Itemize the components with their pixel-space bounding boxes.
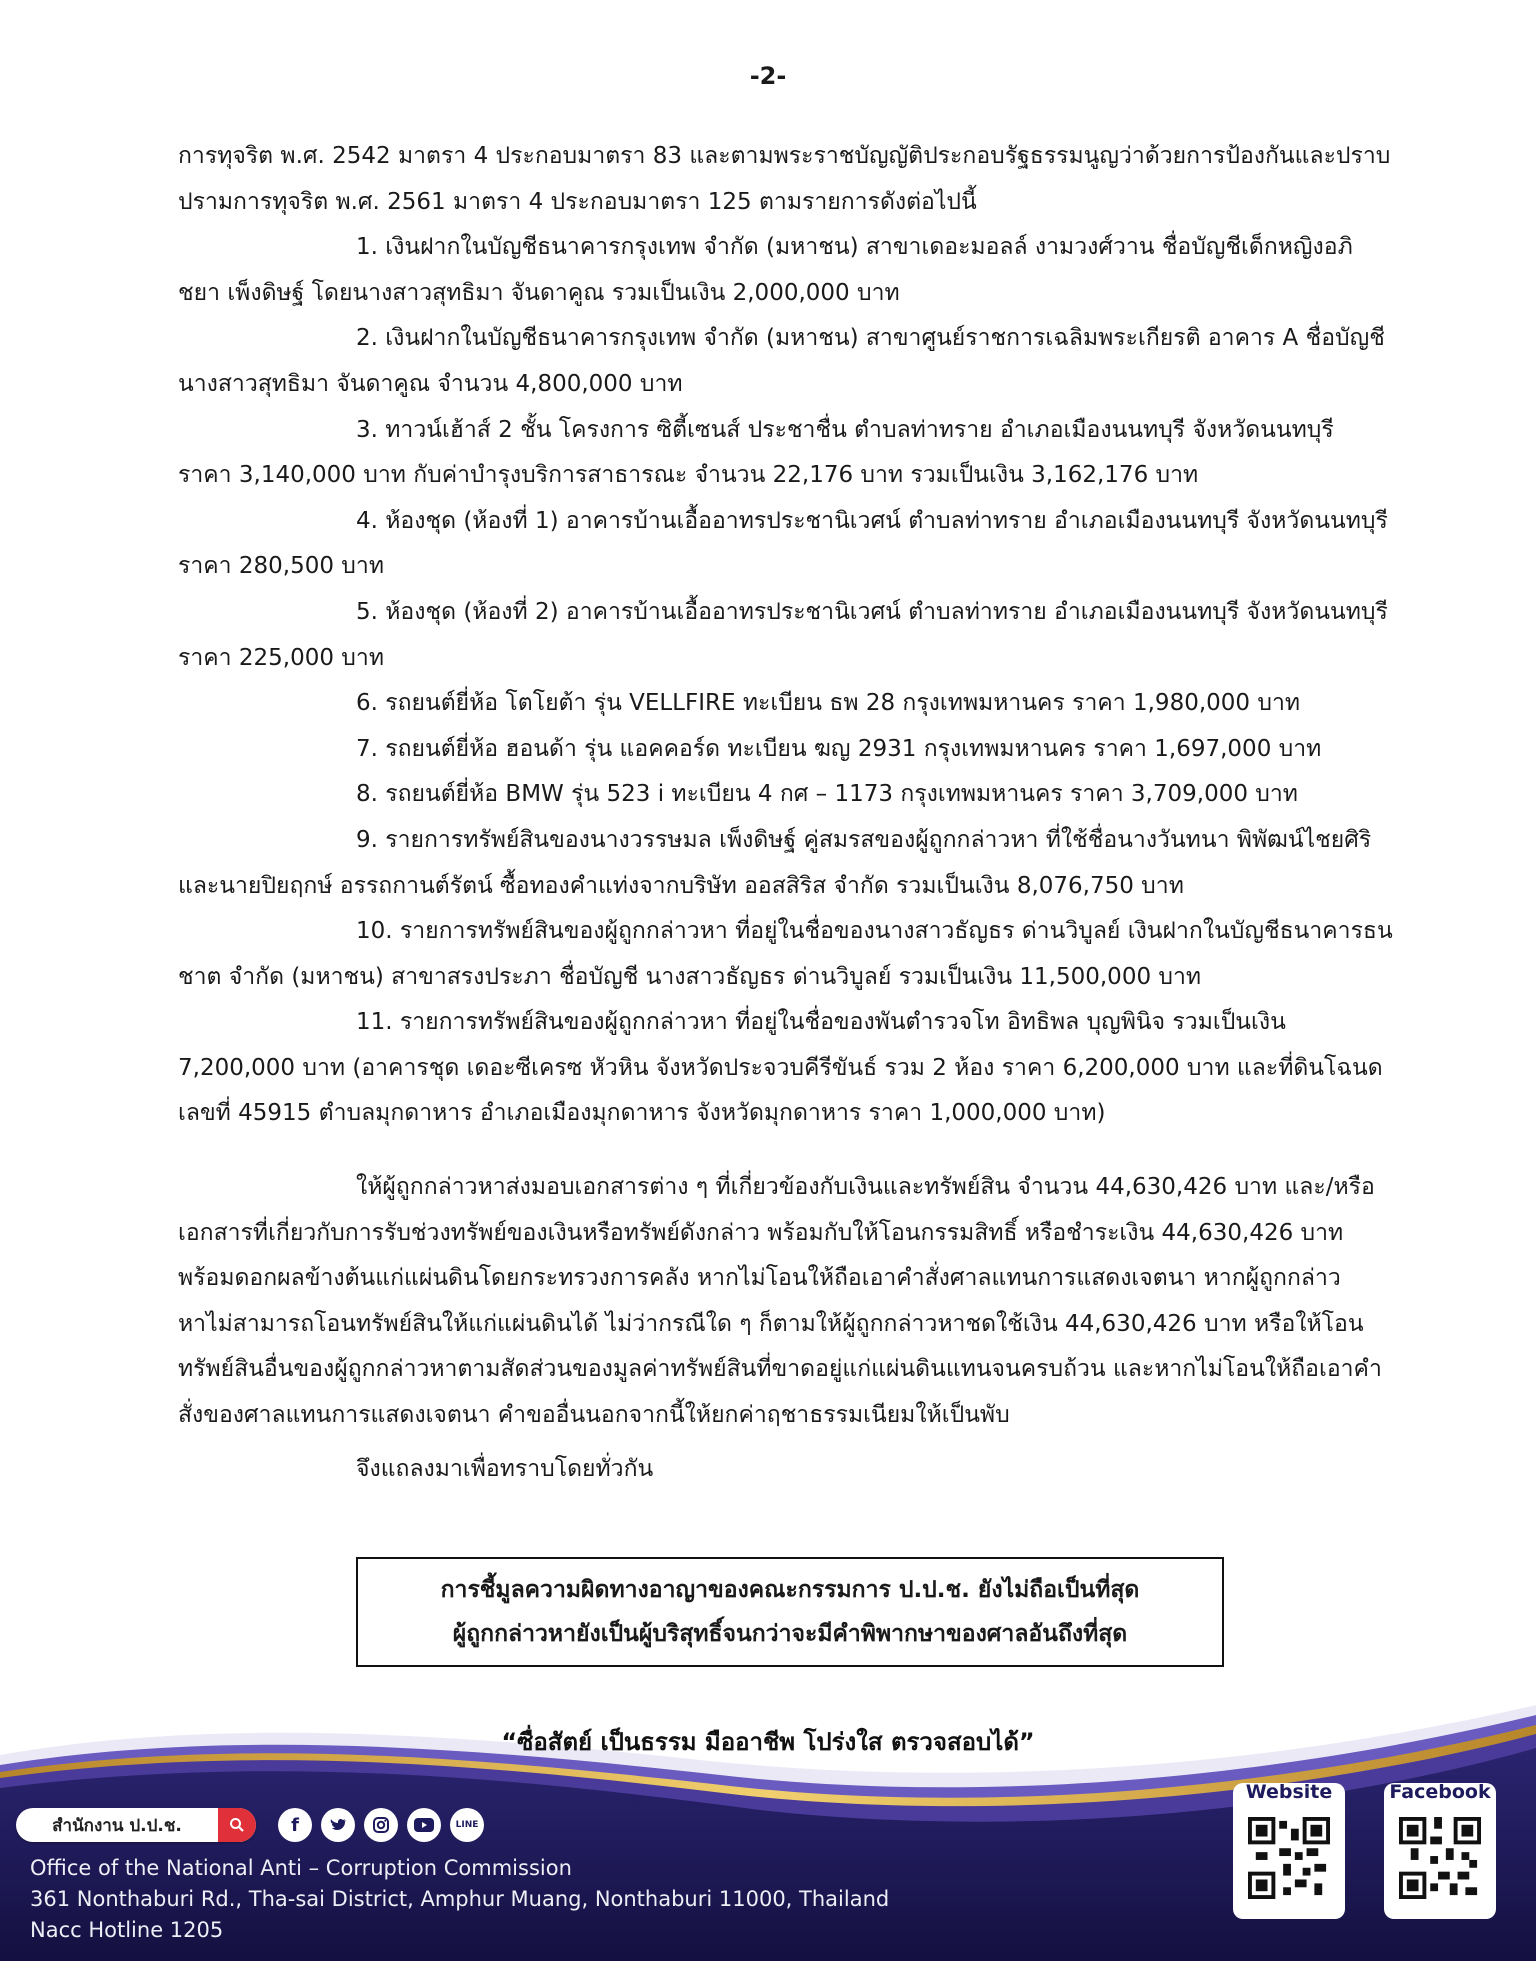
order-paragraph: ให้ผู้ถูกกล่าวหาส่งมอบเอกสารต่าง ๆ ที่เกี่ยวข้องกับเงินและทรัพย์สิน จำนวน 44,630,426 บาท และ/หรือเอกสารที่เกี่ยวกับการรับช่วงทรัพย์ของเงินหรือทรัพย์ดังกล่าว พร้อมกับให้โอนกรรมสิทธิ์ หรือชำระเงิน 44,630,426 บาท พร้อมดอกผลข้างต้นแก่แผ่นดินโดยกระทรวงการคลัง หากไม่โอนให้ถือเอาคำสั่งศาลแทนการแสดงเจตนา หากผู้ถูกกล่าวหาไม่สามารถโอนทรัพย์สินให้แก่แผ่นดินได้ ไม่ว่ากรณีใด ๆ ก็ตามให้ผู้ถูกกล่าวหาชดใช้เงิน 44,630,426 บาท หรือให้โอนทรัพย์สินอื่นของผู้ถูกกล่าวหาตามสัดส่วนของมูลค่าทรัพย์สินที่ขาดอยู่แก่แผ่นดินแทนจนครบถ้วน และหากไม่โอนให้ถือเอาคำสั่งของศาลแทนการแสดงเจตนา คำขออื่นนอกจากนี้ให้ยกค่าฤชาธรรมเนียมให้เป็นพับ: [178, 1174, 1382, 1429]
website-label: Website: [1245, 1781, 1333, 1803]
asset-item-11: 11. รายการทรัพย์สินของผู้ถูกกล่าวหา ที่อยู่ในชื่อของพันตำรวจโท อิทธิพล บุญพินิจ รวมเป็นเงิน 7,200,000 บาท (อาคารชุด เดอะซีเครซ หัวหิน จังหวัดประจวบคีรีขันธ์ รวม 2 ห้อง ราคา 6,200,000 บาท และที่ดินโฉนดเลขที่ 45915 ตำบลมุกดาหาร อำเภอเมืองมุกดาหาร จังหวัดมุกดาหาร ราคา 1,000,000 บาท): [178, 1009, 1383, 1127]
document-body: [178, 134, 1393, 1492]
asset-item-3: 3. ทาวน์เฮ้าส์ 2 ชั้น โครงการ ซิตี้เซนส์ ประชาชื่น ตำบลท่าทราย อำเภอเมืองนนทบุรี จังหวัดนนทบุรี ราคา 3,140,000 บาท กับค่าบำรุงบริการสาธารณะ จำนวน 22,176 บาท รวมเป็นเงิน 3,162,176 บาท: [178, 416, 1334, 489]
social-icons: [278, 1808, 484, 1842]
asset-item-4: 4. ห้องชุด (ห้องที่ 1) อาคารบ้านเอื้ออาทรประชานิเวศน์ ตำบลท่าทราย อำเภอเมืองนนทบุรี จังหวัดนนทบุรี ราคา 280,500 บาท: [178, 507, 1388, 580]
youtube-icon[interactable]: [407, 1808, 441, 1842]
org-address: 361 Nonthaburi Rd., Tha-sai District, Amphur Muang, Nonthaburi 11000, Thailand: [30, 1887, 890, 1911]
facebook-icon[interactable]: f: [278, 1808, 312, 1842]
org-name: Office of the National Anti – Corruption Commission: [30, 1856, 572, 1880]
instagram-icon[interactable]: [364, 1808, 398, 1842]
line-icon[interactable]: LINE: [450, 1808, 484, 1842]
search-icon[interactable]: [218, 1808, 256, 1842]
twitter-icon[interactable]: [321, 1808, 355, 1842]
asset-item-1: 1. เงินฝากในบัญชีธนาคารกรุงเทพ จำกัด (มหาชน) สาขาเดอะมอลล์ งามวงศ์วาน ชื่อบัญชีเด็กหญิงอภิชยา เพ็งดิษฐ์ โดยนางสาวสุทธิมา จันดาคูณ รวมเป็นเงิน 2,000,000 บาท: [178, 234, 1353, 306]
disclaimer-box: [356, 1557, 1224, 1667]
facebook-qr-code-icon: [1399, 1817, 1481, 1899]
search-label: สำนักงาน ป.ป.ช.: [52, 1815, 182, 1836]
disclaimer-line-2: ผู้ถูกกล่าวหายังเป็นผู้บริสุทธิ์จนกว่าจะมีคำพิพากษาของศาลอันถึงที่สุด: [452, 1621, 1128, 1647]
page-number: -2-: [749, 62, 787, 90]
motto: “ซื่อสัตย์ เป็นธรรม มืออาชีพ โปร่งใส ตรวจสอบได้”: [501, 1728, 1035, 1756]
asset-item-9: 9. รายการทรัพย์สินของนางวรรษมล เพ็งดิษฐ์ คู่สมรสของผู้ถูกกล่าวหา ที่ใช้ชื่อนางวันทนา พิพัฒน์ไชยศิริ และนายปิยฤกษ์ อรรถกานต์รัตน์ ซื้อทองคำแท่งจากบริษัท ออสสิริส จำกัด รวมเป็นเงิน 8,076,750 บาท: [178, 826, 1372, 899]
disclaimer-line-1: การชี้มูลความผิดทางอาญาของคณะกรรมการ ป.ป.ช. ยังไม่ถือเป็นที่สุด: [440, 1577, 1140, 1603]
website-qr-card[interactable]: [1233, 1783, 1345, 1919]
asset-item-10: 10. รายการทรัพย์สินของผู้ถูกกล่าวหา ที่อยู่ในชื่อของนางสาวธัญธร ด่านวิบูลย์ เงินฝากในบัญชีธนาคารธนชาต จำกัด (มหาชน) สาขาสรงประภา ชื่อบัญชี นางสาวธัญธร ด่านวิบูลย์ รวมเป็นเงิน 11,500,000 บาท: [178, 918, 1393, 990]
search-bar[interactable]: [16, 1808, 256, 1842]
asset-item-7: 7. รถยนต์ยี่ห้อ ฮอนด้า รุ่น แอคคอร์ด ทะเบียน ฆญ 2931 กรุงเทพมหานคร ราคา 1,697,000 บาท: [356, 735, 1322, 762]
website-qr-code-icon: [1248, 1817, 1330, 1899]
asset-item-5: 5. ห้องชุด (ห้องที่ 2) อาคารบ้านเอื้ออาทรประชานิเวศน์ ตำบลท่าทราย อำเภอเมืองนนทบุรี จังหวัดนนทบุรี ราคา 225,000 บาท: [178, 598, 1388, 671]
intro-paragraph: การทุจริต พ.ศ. 2542 มาตรา 4 ประกอบมาตรา 83 และตามพระราชบัญญัติประกอบรัฐธรรมนูญว่าด้วยการป้องกันและปราบปรามการทุจริต พ.ศ. 2561 มาตรา 4 ประกอบมาตรา 125 ตามรายการดังต่อไปนี้: [178, 143, 1391, 215]
asset-item-6: 6. รถยนต์ยี่ห้อ โตโยต้า รุ่น VELLFIRE ทะเบียน ธพ 28 กรุงเทพมหานคร ราคา 1,980,000 บาท: [356, 690, 1301, 717]
facebook-qr-card[interactable]: [1384, 1783, 1496, 1919]
org-hotline: Nacc Hotline 1205: [30, 1918, 224, 1942]
asset-item-2: 2. เงินฝากในบัญชีธนาคารกรุงเทพ จำกัด (มหาชน) สาขาศูนย์ราชการเฉลิมพระเกียรติ อาคาร A ชื่อบัญชี นางสาวสุทธิมา จันดาคูณ จำนวน 4,800,000 บาท: [178, 325, 1385, 397]
facebook-label: Facebook: [1389, 1781, 1491, 1803]
closing-line: จึงแถลงมาเพื่อทราบโดยทั่วกัน: [356, 1455, 654, 1482]
asset-item-8: 8. รถยนต์ยี่ห้อ BMW รุ่น 523 i ทะเบียน 4 กศ – 1173 กรุงเทพมหานคร ราคา 3,709,000 บาท: [356, 781, 1298, 808]
